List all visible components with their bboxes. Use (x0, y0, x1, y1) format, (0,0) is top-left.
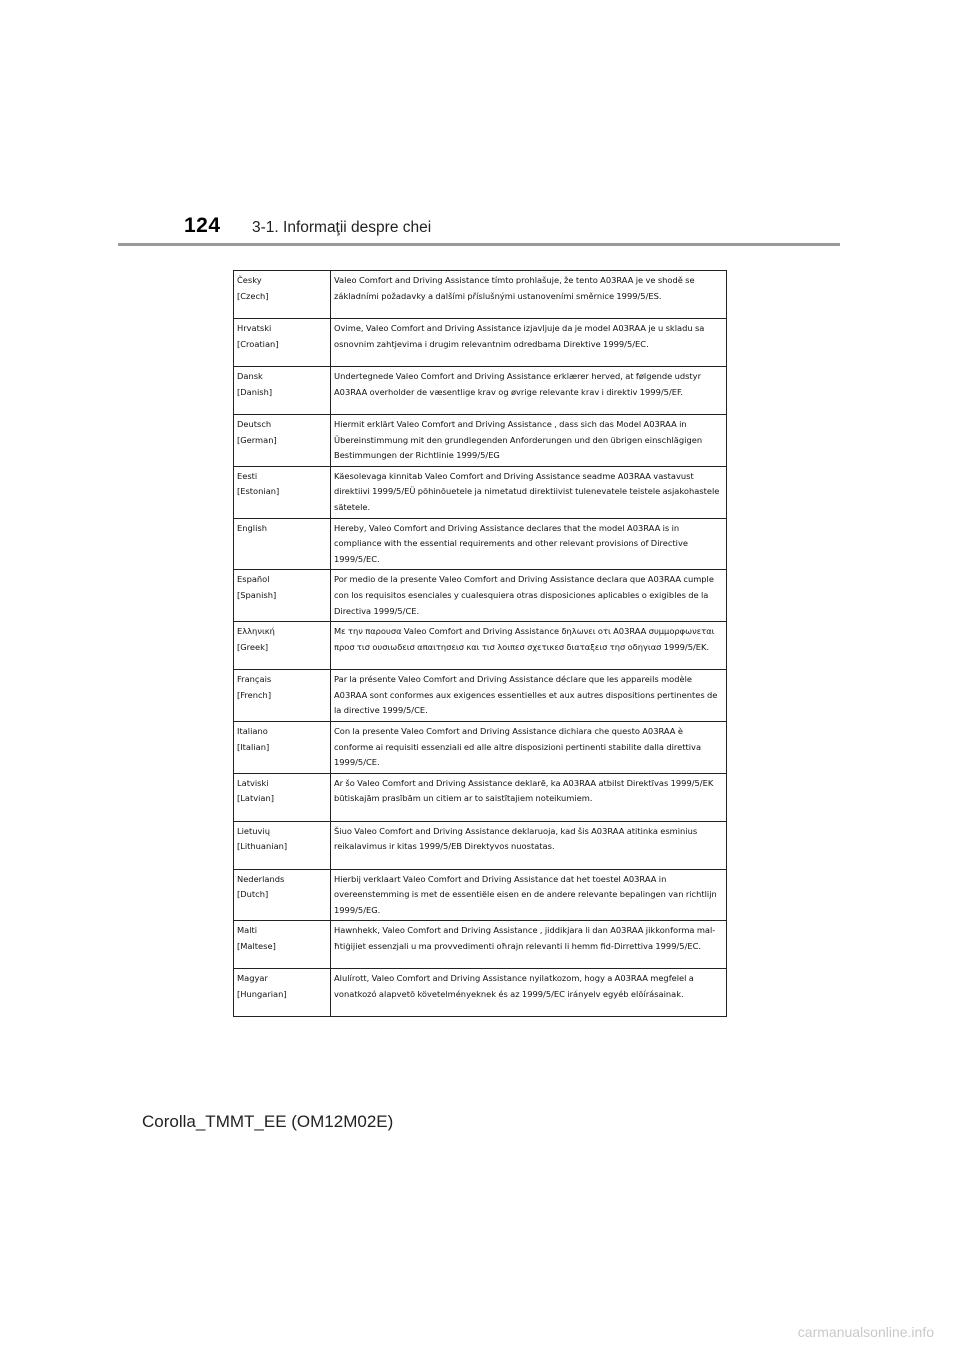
declaration-cell (331, 319, 727, 367)
language-english-name: [German] (237, 434, 277, 445)
language-cell (234, 415, 331, 467)
language-english-name: [Estonian] (237, 486, 280, 497)
declaration-row (234, 518, 727, 570)
declaration-row (234, 570, 727, 622)
declaration-row (234, 271, 727, 319)
declaration-row (234, 773, 727, 821)
language-english-name: [French] (237, 689, 272, 700)
language-name: Malti (237, 925, 258, 936)
language-english-name: [Hungarian] (237, 989, 287, 1000)
declaration-cell (331, 670, 727, 722)
language-name: Lietuvių (237, 825, 271, 836)
declaration-cell (331, 466, 727, 518)
declaration-row (234, 821, 727, 869)
language-cell (234, 869, 331, 921)
declaration-text: Ar šo Valeo Comfort and Driving Assistance deklarē, ka A03RAA atbilst Direktīvas 1999/5/EK būtiskajām prasībām un citiem ar to saistītajiem noteikumiem. (334, 777, 714, 804)
language-cell (234, 570, 331, 622)
declaration-cell (331, 367, 727, 415)
page-number: 124 (184, 214, 221, 237)
section-title: 3-1. Informaţii despre chei (252, 219, 432, 236)
declaration-row (234, 466, 727, 518)
declaration-text: Par la présente Valeo Comfort and Driving Assistance déclare que les appareils modèle A03RAA sont conformes aux exigences essentielles et aux autres dispositions pertinentes de la directive 1999/5/CE. (334, 674, 718, 716)
declaration-cell (331, 969, 727, 1017)
page-header (184, 214, 431, 244)
language-name: Latviski (237, 777, 269, 788)
language-english-name: [Croatian] (237, 338, 279, 349)
declaration-cell (331, 869, 727, 921)
language-name: Dansk (237, 371, 263, 381)
declaration-cell (331, 415, 727, 467)
language-cell (234, 773, 331, 821)
declaration-cell (331, 570, 727, 622)
declaration-text: Undertegnede Valeo Comfort and Driving Assistance erklærer herved, at følgende udstyr A03RAA overholder de væsentlige krav og øvrige relevante krav i direktiv 1999/5/EF. (334, 371, 701, 397)
declaration-row (234, 367, 727, 415)
language-cell (234, 466, 331, 518)
language-name: Magyar (237, 973, 268, 984)
language-cell (234, 921, 331, 969)
language-english-name: [Latvian] (237, 793, 274, 804)
language-english-name: [Danish] (237, 386, 273, 397)
language-english-name: [Greek] (237, 641, 269, 652)
language-name: Français (237, 674, 272, 685)
language-cell (234, 518, 331, 570)
watermark-text: carmanualsonline.info (797, 1324, 934, 1340)
language-cell (234, 367, 331, 415)
declaration-row (234, 721, 727, 773)
declaration-text: Hierbij verklaart Valeo Comfort and Driving Assistance dat het toestel A03RAA in overeenstemming is met de essentiële eisen en de andere relevante bepalingen van richtlijn 1999/5/EG. (334, 873, 717, 915)
language-english-name: [Maltese] (237, 941, 276, 952)
declarations-table-body (234, 271, 727, 1017)
declaration-cell (331, 622, 727, 670)
declaration-text: Με την παρουσα Valeo Comfort and Driving Assistance δηλωνει οτι A03RAA συμμορφωνεται προσ τισ ουσιωδεισ απαιτησεισ και τισ λοιπεσ σχετικεσ διαταξεισ τησ οδηγιασ 1999/5/ΕΚ. (334, 626, 715, 652)
language-name: Nederlands (237, 873, 285, 884)
declaration-row (234, 415, 727, 467)
language-cell (234, 271, 331, 319)
declaration-text: Käesolevaga kinnitab Valeo Comfort and Driving Assistance seadme A03RAA vastavust direktiivi 1999/5/EÜ põhinõuetele ja nimetatud direktiivist tulenevatele teistele asjakohastele sätetele. (334, 470, 720, 512)
declaration-text: Ovime, Valeo Comfort and Driving Assistance izjavljuje da je model A03RAA je u skladu sa osnovnim zahtjevima i drugim relevantnim odredbama Direktive 1999/5/EC. (334, 323, 705, 349)
declaration-text: Hawnhekk, Valeo Comfort and Driving Assistance , jiddikjara li dan A03RAA jikkonforma mal-ħtiġijiet essenzjali u ma provvedimenti oħrajn relevanti li hemm fid-Dirrettiva 1999/5/EC. (334, 925, 716, 952)
language-name: Español (237, 574, 270, 585)
declaration-text: Šiuo Valeo Comfort and Driving Assistance deklaruoja, kad šis A03RAA atitinka esminius reikalavimus ir kitas 1999/5/EB Direktyvos nuostatas. (334, 825, 698, 852)
declaration-cell (331, 721, 727, 773)
declaration-cell (331, 821, 727, 869)
language-cell (234, 670, 331, 722)
declaration-row (234, 622, 727, 670)
language-cell (234, 319, 331, 367)
header-divider (118, 243, 840, 246)
language-cell (234, 821, 331, 869)
language-english-name: [Dutch] (237, 889, 269, 900)
language-english-name: [Spanish] (237, 589, 277, 600)
declaration-row (234, 319, 727, 367)
language-cell (234, 622, 331, 670)
declaration-text: Con la presente Valeo Comfort and Driving Assistance dichiara che questo A03RAA è conforme ai requisiti essenziali ed alle altre disposizioni pertinenti stabilite dalla direttiva 1999/5/CE. (334, 725, 702, 768)
language-english-name: [Italian] (237, 741, 270, 752)
declaration-cell (331, 921, 727, 969)
language-name: Česky (237, 275, 262, 285)
language-name: Eesti (237, 470, 258, 481)
declaration-row (234, 969, 727, 1017)
declaration-cell (331, 518, 727, 570)
manual-id: Corolla_TMMT_EE (OM12M02E) (142, 1112, 394, 1131)
declaration-text: Valeo Comfort and Driving Assistance tímto prohlašuje, že tento A03RAA je ve shodě se základními požadavky a dalšími příslušnými ustanoveními směrnice 1999/5/ES. (334, 275, 695, 301)
declaration-row (234, 921, 727, 969)
language-name: Hrvatski (237, 323, 272, 333)
language-cell (234, 969, 331, 1017)
declaration-text: Por medio de la presente Valeo Comfort and Driving Assistance declara que A03RAA cumple con los requisitos esenciales y cualesquiera otras disposiciones aplicables o exigibles de la Directiva 1999/5/CE. (334, 574, 714, 616)
declarations-table (233, 270, 727, 1017)
declaration-text: Alulírott, Valeo Comfort and Driving Assistance nyilatkozom, hogy a A03RAA megfelel a vonatkozó alapvetõ követelményeknek és az 1999/5/EC irányelv egyéb elõírásainak. (334, 973, 694, 1000)
declaration-text: Hiermit erklärt Valeo Comfort and Driving Assistance , dass sich das Model A03RAA in Übereinstimmung mit den grundlegenden Anforderungen und den übrigen einschlägigen Bestimmungen der Richtlinie 1999/5/EG (334, 419, 703, 461)
language-english-name: [Lithuanian] (237, 841, 288, 852)
language-name: Italiano (237, 725, 268, 736)
declaration-row (234, 869, 727, 921)
language-name: Ελληνική (237, 626, 275, 637)
declaration-row (234, 670, 727, 722)
language-english-name: [Czech] (237, 290, 269, 301)
language-cell (234, 721, 331, 773)
declaration-cell (331, 773, 727, 821)
language-name: Deutsch (237, 419, 272, 429)
language-name: English (237, 522, 267, 533)
declaration-text: Hereby, Valeo Comfort and Driving Assistance declares that the model A03RAA is in compliance with the essential requirements and other relevant provisions of Directive 1999/5/EC. (334, 522, 688, 564)
declaration-cell (331, 271, 727, 319)
